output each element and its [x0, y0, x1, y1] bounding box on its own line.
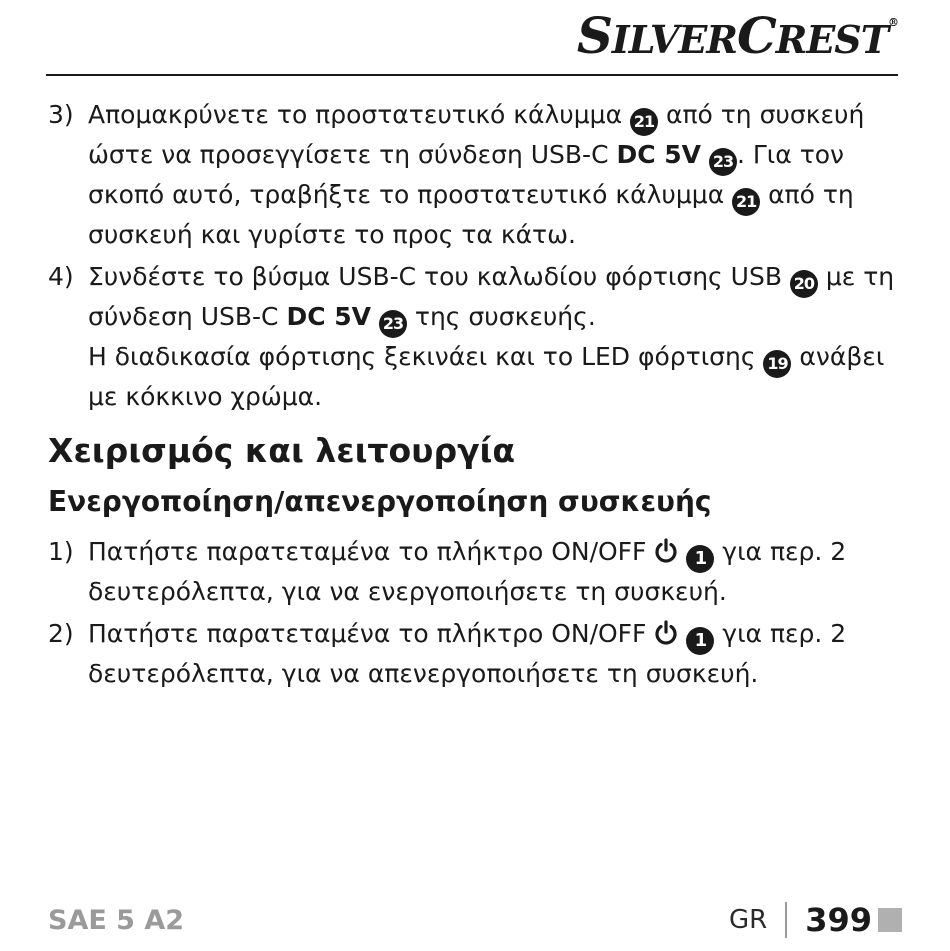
numbered-circle-icon: 19 — [763, 350, 791, 378]
step-number: 4) — [48, 262, 74, 291]
logo-letter: S — [576, 6, 612, 65]
step-text — [88, 533, 898, 610]
step-text — [88, 96, 898, 253]
text-run: με τη σύνδεση USB-C — [88, 262, 895, 331]
brand-logo — [577, 6, 898, 65]
numbered-circle-icon: 1 — [686, 627, 714, 655]
text-run: για περ. 2 δευτερόλεπτα, για να απενεργοποιήσετε τη συσκευή. — [88, 619, 847, 688]
header-divider — [46, 74, 898, 76]
step-number: 1) — [48, 537, 74, 566]
registered-mark: ® — [888, 16, 898, 29]
step-item — [48, 615, 898, 692]
text-run: Απομακρύνετε το προστατευτικό κάλυμμα — [88, 100, 631, 129]
step-text — [88, 258, 898, 415]
connector-label: DC 5V — [286, 302, 372, 331]
text-run: από τη συσκευή ώστε να προσεγγίσετε τη σύνδεση USB-C — [88, 100, 865, 169]
step-item — [48, 533, 898, 610]
subsection-heading: Ενεργοποίηση/απενεργοποίηση συσκευής — [48, 485, 712, 518]
numbered-circle-icon: 1 — [686, 545, 714, 573]
text-run: για περ. 2 δευτερόλεπτα, για να ενεργοποιήσετε τη συσκευή. — [88, 537, 847, 606]
numbered-circle-icon: 21 — [732, 188, 760, 216]
numbered-circle-icon: 20 — [790, 270, 818, 298]
model-number: SAE 5 A2 — [48, 905, 185, 936]
step-item — [48, 258, 898, 415]
power-icon — [654, 620, 678, 646]
section-heading: Χειρισμός και λειτουργία — [48, 431, 516, 470]
text-run: Συνδέστε το βύσμα USB-C του καλωδίου φόρτισης USB — [88, 262, 790, 291]
logo-text: ILVER — [611, 17, 737, 62]
step-number: 2) — [48, 619, 74, 648]
connector-label: DC 5V — [616, 140, 702, 169]
text-run: Πατήστε παρατεταμένα το πλήκτρο ON/OFF — [88, 619, 655, 648]
text-run: Πατήστε παρατεταμένα το πλήκτρο ON/OFF — [88, 537, 655, 566]
step-item — [48, 96, 898, 253]
step-text — [88, 615, 898, 692]
text-run: από τη συσκευή και γυρίστε το προς τα κάτω. — [88, 180, 854, 249]
text-run: ανάβει με κόκκινο χρώμα. — [88, 342, 885, 411]
logo-letter: C — [736, 6, 776, 65]
language-code: GR — [728, 905, 768, 935]
numbered-circle-icon: 23 — [379, 310, 407, 338]
footer-divider — [785, 902, 787, 938]
page-footer — [729, 901, 902, 939]
page-number: 399 — [805, 901, 872, 939]
numbered-circle-icon: 21 — [630, 108, 658, 136]
text-run: Η διαδικασία φόρτισης ξεκινάει και το LED φόρτισης — [88, 342, 764, 371]
text-run: της συσκευής. — [406, 302, 596, 331]
power-icon — [654, 538, 678, 564]
logo-text: REST — [775, 17, 888, 62]
numbered-circle-icon: 23 — [709, 148, 737, 176]
main-content — [48, 96, 898, 697]
page-marker-square — [878, 908, 902, 932]
text-run: . Για τον σκοπό αυτό, τραβήξτε το προστατευτικό κάλυμμα — [88, 140, 845, 209]
step-number: 3) — [48, 100, 74, 129]
